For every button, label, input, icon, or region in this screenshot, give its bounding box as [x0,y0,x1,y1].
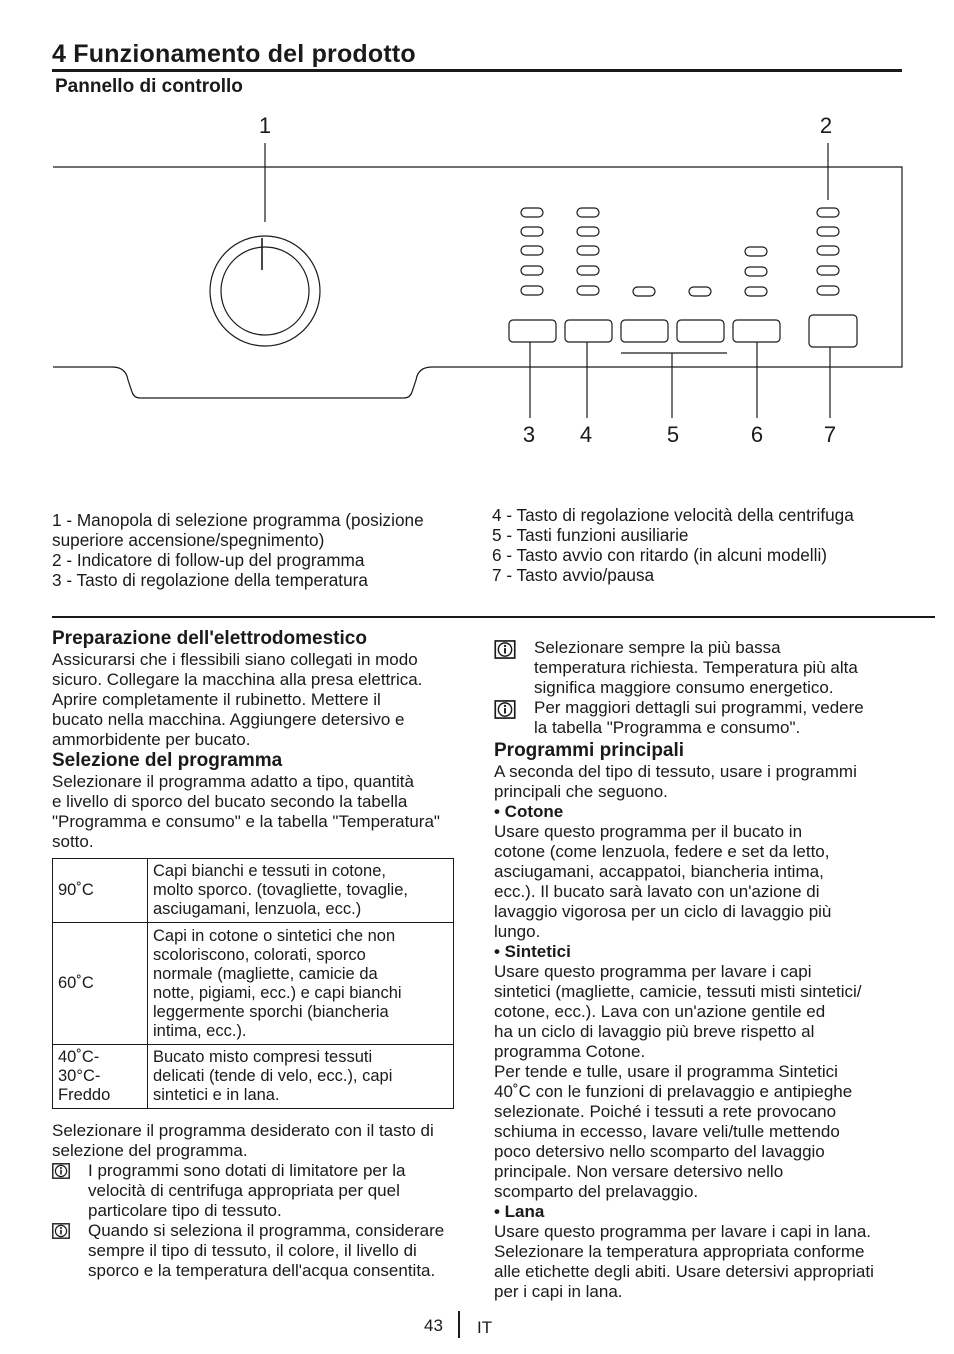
select-heading: Selezione del programma [52,750,283,771]
cotone-text: Usare questo programma per il bucato in cotone (come lenzuola, federe e set da letto, asciugamani, accappatoi, biancheria intima, ecc.). Il bucato sarà lavato con un'azione di lavaggio vigorosa per un ciclo di lavaggio più lungo. [494,822,832,941]
panel-outline [53,167,902,398]
callout-3: 3 [522,422,536,447]
table-cell-desc: Bucato misto compresi tessuti delicati (tende di velo, ecc.), capi sintetici e in lana. [148,1045,454,1109]
legend-line: 3 - Tasto di regolazione della temperatura [52,570,368,590]
callout-5: 5 [666,422,680,447]
legend-line: 5 - Tasti funzioni ausiliarie [492,525,689,545]
left-column [52,628,462,1281]
legend-line: 7 - Tasto avvio/pausa [492,565,655,585]
lana-text: Usare questo programma per lavare i capi in lana. Selezionare la temperatura appropriata conforme alle etichette degli abiti. Usare detersivi appropriati per i capi in lana. [494,1222,874,1301]
legend-line: superiore accensione/spegnimento) [52,530,325,550]
table-cell-desc: Capi bianchi e tessuti in cotone, molto sporco. (tovagliette, tovaglie, asciugamani, lenzuola, ecc.) [148,859,454,923]
info-note: Selezionare sempre la più bassa temperatura richiesta. Temperatura più alta significa maggiore consumo energetico. [494,638,914,698]
info-icon [52,1163,70,1179]
legend-line: 2 - Indicatore di follow-up del programma [52,550,365,570]
temperature-leds [521,208,543,295]
cotone-heading: • Cotone [494,802,564,821]
table-row [53,1045,454,1109]
aux-button-2 [677,320,724,342]
table-cell-temp: 40˚C- 30°C- Freddo [53,1045,148,1109]
sintetici-heading: • Sintetici [494,942,571,961]
prep-text: Assicurarsi che i flessibili siano collegati in modo sicuro. Collegare la macchina alla presa elettrica. Aprire completamente il rubinetto. Mettere il bucato nella macchina. Aggiungere detersivo e ammorbidente per bucato. [52,650,423,749]
callout-4: 4 [579,422,593,447]
prep-heading: Preparazione dell'elettrodomestico [52,628,367,649]
info-note: I programmi sono dotati di limitatore per la velocità di centrifuga appropriata per quel particolare tipo di tessuto. [52,1161,462,1221]
delay-button [733,320,780,342]
footer-separator [458,1311,460,1338]
legend-line: 4 - Tasto di regolazione velocità della centrifuga [492,505,854,525]
info-icon [494,700,516,719]
select-text: Selezionare il programma adatto a tipo, quantità e livello di sporco del bucato secondo la tabella "Programma e consumo" e la tabella "Temperatura" sotto. [52,772,440,851]
info-note: Quando si seleziona il programma, considerare sempre il tipo di tessuto, il colore, il livello di sporco e la temperatura dell'acqua consentita. [52,1221,462,1281]
info-icon [52,1223,70,1239]
control-panel-diagram [0,100,954,460]
table-cell-temp: 90˚C [53,859,148,923]
callout-7: 7 [823,422,837,447]
legend-left [52,510,424,590]
callout-6: 6 [750,422,764,447]
program-knob-inner [221,247,309,335]
table-row [53,923,454,1045]
temperature-table [52,858,454,1109]
lana-heading: • Lana [494,1202,545,1221]
main-programs-heading: Programmi principali [494,740,685,761]
page-number: 43 [424,1316,443,1335]
legend-line: 6 - Tasto avvio con ritardo (in alcuni modelli) [492,545,827,565]
info-note: Per maggiori dettagli sui programmi, vedere la tabella "Programma e consumo". [494,698,914,738]
after-table-text: Selezionare il programma desiderato con il tasto di selezione del programma. [52,1121,434,1160]
sintetici-text: Usare questo programma per lavare i capi sintetici (magliette, camicie, tessuti misti sintetici/ cotone, ecc.). Lava con un'azione gentile ed ha un ciclo di lavaggio più breve rispetto al programma Cotone. Per tende e tulle, usare il programma Sintetici 40˚C con le funzioni di prelavaggio e antipieghe selezionate. Poiché i tessuti a rete provocano schiuma in eccesso, lavare veli/tulle mettendo poco detersivo nello scomparto del lavaggio principale. Non versare detersivo nello scomparto del prelavaggio. [494,962,862,1201]
delay-leds [745,247,767,296]
callout-1: 1 [258,113,272,138]
spin-button [565,320,612,342]
legend-line: 1 - Manopola di selezione programma (posizione [52,510,424,530]
table-cell-desc: Capi in cotone o sintetici che non scoloriscono, colorati, sporco normale (magliette, camicie da notte, pigiami, ecc.) e capi bianchi leggermente sporchi (biancheria intima, ecc.). [148,923,454,1045]
info-icon [494,640,516,659]
main-programs-intro: A seconda del tipo di tessuto, usare i programmi principali che seguono. [494,762,857,801]
right-column [494,638,914,1302]
spin-leds [577,208,599,295]
section-title: Pannello di controllo [55,76,243,97]
chapter-title: 4 Funzionamento del prodotto [52,40,416,68]
program-knob [210,236,320,346]
program-follow-up-leds [817,208,839,295]
auxiliary-leds [633,287,711,296]
legend-right [492,505,854,585]
section-divider [52,616,935,618]
table-cell-temp: 60˚C [53,923,148,1045]
chapter-rule [52,69,902,72]
callout-2: 2 [819,113,833,138]
language-code: IT [477,1318,493,1337]
start-pause-button [809,315,857,347]
temperature-button [509,320,556,342]
table-row [53,859,454,923]
aux-button-1 [621,320,668,342]
